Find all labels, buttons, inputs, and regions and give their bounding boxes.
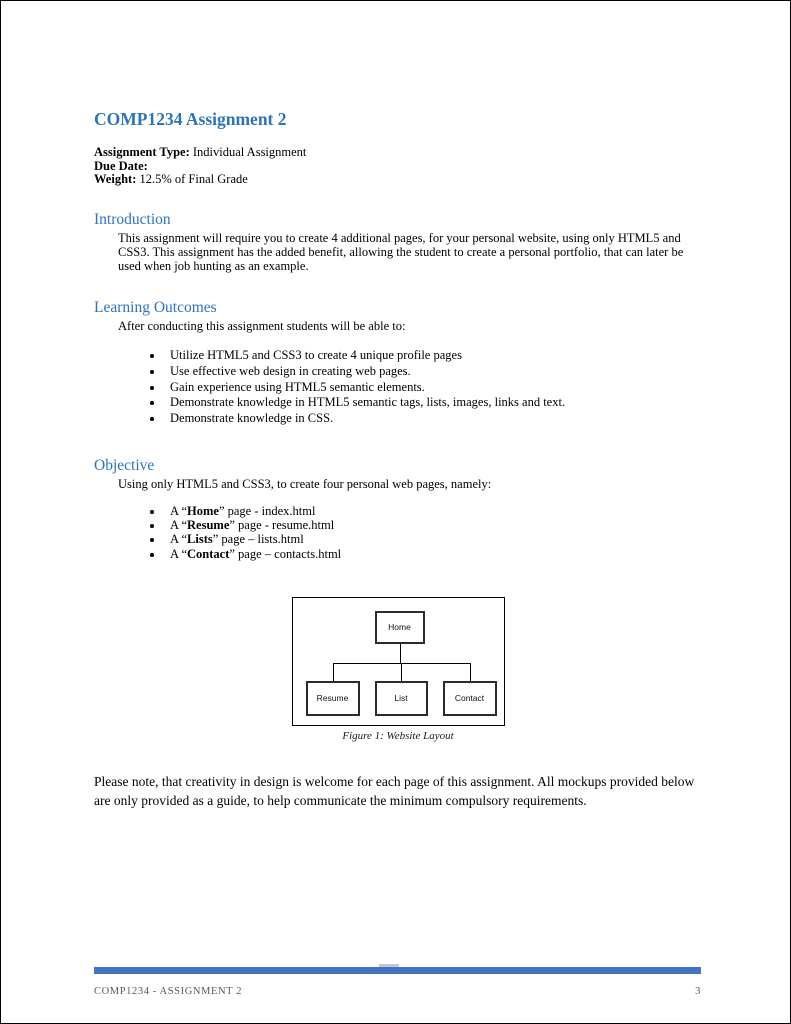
bullet-bold-text: Resume (187, 518, 230, 533)
page-content (94, 1, 702, 810)
list-item (164, 547, 702, 561)
footer-divider-bar (94, 967, 701, 974)
document-title: COMP1234 Assignment 2 (94, 109, 287, 129)
note-paragraph: Please note, that creativity in design is welcome for each page of this assignment. All mockups provided below are only provided as a guide, to help communicate the minimum compulsory requirements. (94, 773, 695, 808)
objective-intro: Using only HTML5 and CSS3, to create four personal web pages, namely: (118, 476, 492, 491)
diagram-node-contact: Contact (443, 681, 497, 716)
list-item: • Demonstrate knowledge in CSS. (164, 411, 702, 427)
list-item (164, 518, 702, 532)
list-item (164, 504, 702, 518)
list-item: • Use effective web design in creating web pages. (164, 364, 702, 380)
objective-list (94, 504, 702, 562)
meta-value: 12.5% of Final Grade (136, 172, 248, 187)
connector-line (333, 663, 334, 681)
meta-line-type (94, 146, 702, 160)
figure-caption: Figure 1: Website Layout (342, 730, 454, 743)
connector-line (401, 663, 402, 681)
learning-outcomes-intro: After conducting this assignment students will be able to: (118, 319, 406, 334)
meta-value: Individual Assignment (189, 145, 307, 159)
connector-line (400, 644, 401, 663)
introduction-paragraph: This assignment will require you to create 4 additional pages, for your personal website, using only HTML5 and CSS3. This assignment has the added benefit, allowing the student to create a personal portfolio, that can later be used when job hunting as an example. (118, 231, 684, 273)
diagram-node-list: List (375, 681, 428, 716)
bullet-text: ” page – contacts.html (229, 546, 342, 561)
bullet-text: ” page - index.html (218, 503, 316, 518)
footer-page-number: 3 (695, 986, 701, 997)
footer-document-label: COMP1234 - ASSIGNMENT 2 (94, 986, 243, 997)
heading-objective: Objective (94, 456, 155, 474)
sitemap-diagram (292, 597, 505, 726)
list-item (164, 532, 702, 546)
bullet-bold-text: Home (187, 503, 219, 518)
meta-label: Due Date: (94, 158, 148, 173)
bullet-text: ” page – lists.html (212, 532, 304, 547)
list-item: • Utilize HTML5 and CSS3 to create 4 unique profile pages (164, 348, 702, 364)
list-item: • Demonstrate knowledge in HTML5 semantic tags, lists, images, links and text. (164, 395, 702, 411)
connector-line (470, 663, 471, 681)
bullet-text: A “ (170, 503, 188, 518)
figure-website-layout (94, 597, 702, 744)
bullet-text: ” page - resume.html (229, 518, 335, 533)
bullet-bold-text: Lists (187, 532, 213, 547)
page-footer (94, 986, 701, 997)
heading-learning-outcomes: Learning Outcomes (94, 299, 217, 317)
bullet-text: A “ (170, 518, 188, 533)
learning-outcomes-list (94, 348, 702, 427)
diagram-node-home: Home (375, 611, 425, 644)
bullet-bold-text: Contact (187, 546, 230, 561)
meta-label: Assignment Type: (94, 145, 190, 159)
list-item: • Gain experience using HTML5 semantic elements. (164, 380, 702, 396)
diagram-node-resume: Resume (306, 681, 360, 716)
bullet-text: A “ (170, 532, 188, 547)
heading-introduction: Introduction (94, 211, 171, 229)
meta-line-weight (94, 173, 702, 187)
meta-line-due-date (94, 160, 702, 174)
assignment-meta (94, 146, 702, 187)
bullet-text: A “ (170, 546, 188, 561)
meta-label: Weight: (94, 172, 137, 187)
